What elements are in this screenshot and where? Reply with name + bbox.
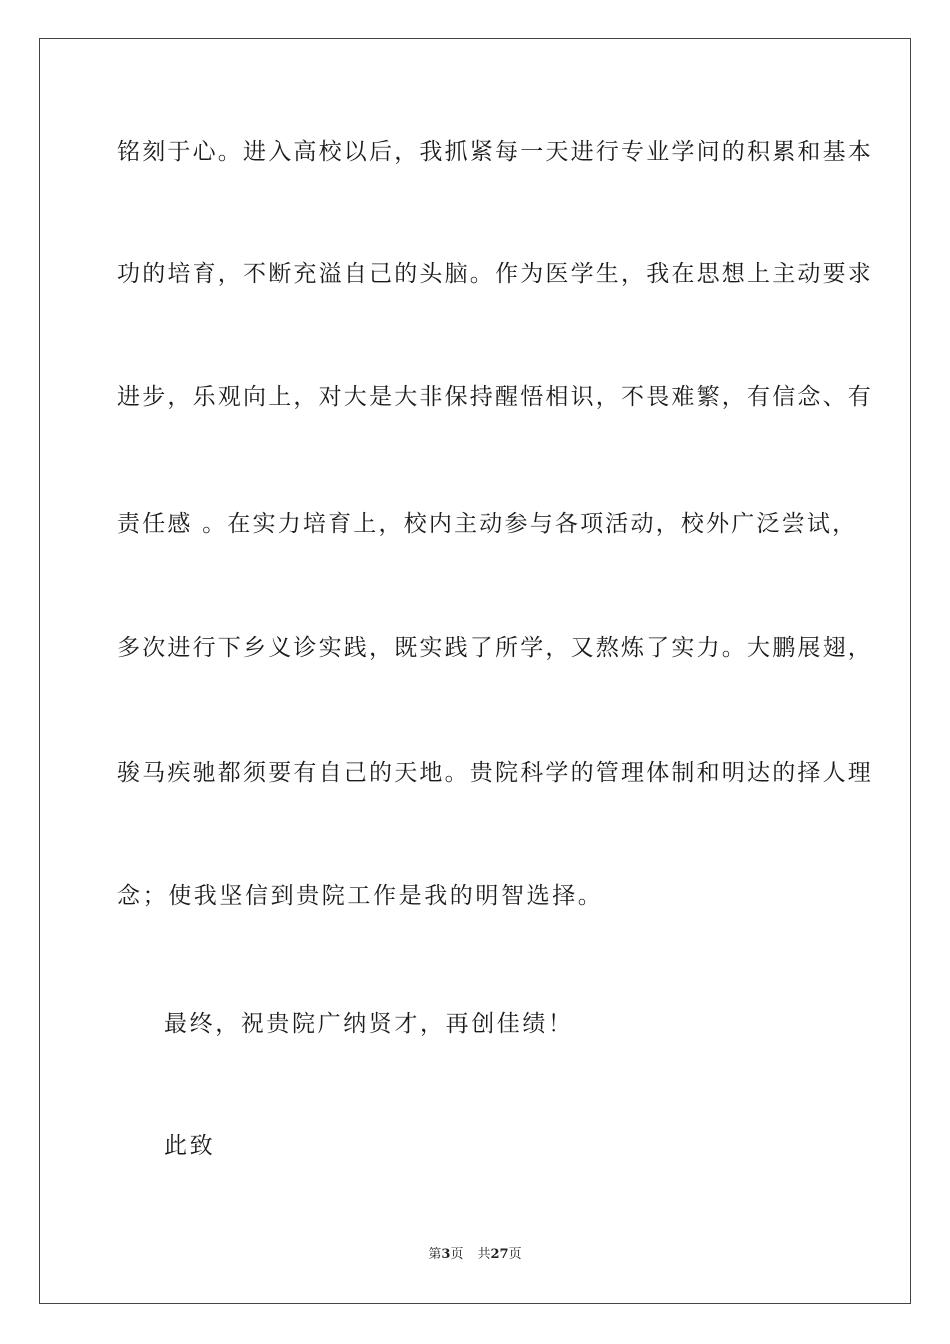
body-line-7: 念；使我坚信到贵院工作是我的明智选择。 [117,883,604,909]
body-line-6: 骏马疾驰都须要有自己的天地。贵院科学的管理体制和明达的择人理 [117,760,873,786]
page-suffix: 页 [450,1247,464,1262]
page-number: 3 [441,1247,451,1262]
closing-wish: 最终，祝贵院广纳贤才，再创佳绩！ [164,1011,574,1037]
salutation: 此致 [164,1133,216,1159]
page-border [39,38,911,1304]
body-line-2: 功的培育，不断充溢自己的头脑。作为医学生，我在思想上主动要求 [117,261,873,287]
body-line-1: 铭刻于心。进入高校以后，我抓紧每一天进行专业学问的积累和基本 [117,139,873,165]
total-pages: 27 [490,1247,509,1262]
body-line-5: 多次进行下乡义诊实践，既实践了所学，又熬炼了实力。大鹏展翅， [117,635,873,661]
total-suffix: 页 [508,1247,522,1262]
body-line-4: 责任感 。在实力培育上，校内主动参与各项活动，校外广泛尝试， [117,511,858,537]
page-prefix: 第 [428,1247,442,1262]
total-prefix: 共 [477,1247,491,1262]
page-footer [0,1246,950,1264]
body-line-3: 进步，乐观向上，对大是大非保持醒悟相识，不畏难繁，有信念、有 [117,384,873,410]
